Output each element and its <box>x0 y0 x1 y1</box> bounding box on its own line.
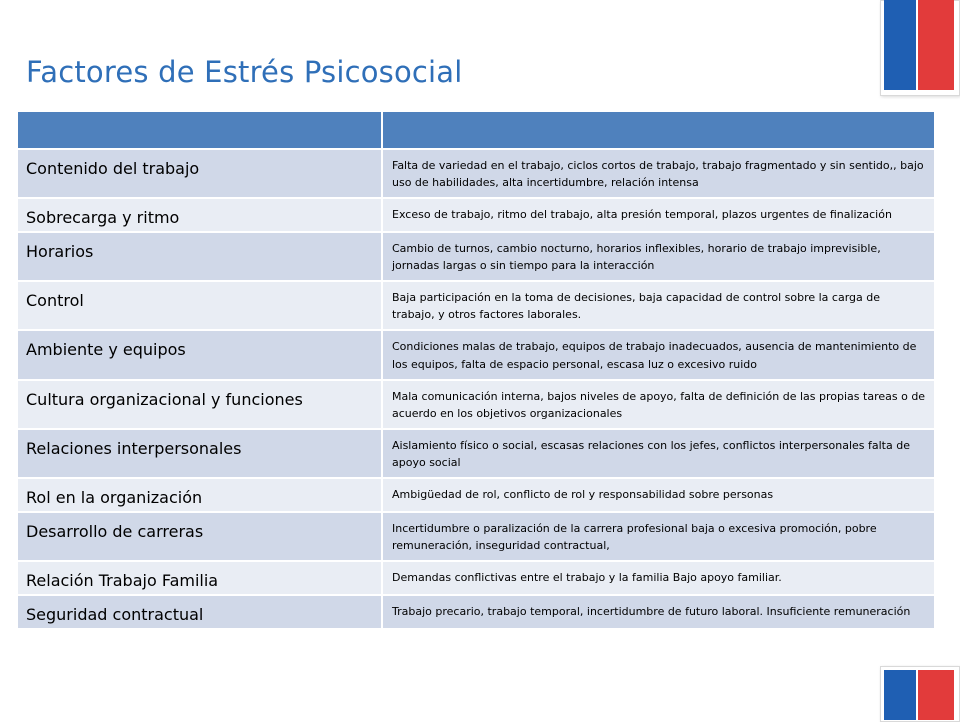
factor-name: Desarrollo de carreras <box>17 512 382 561</box>
factor-description: Trabajo precario, trabajo temporal, incertidumbre de futuro laboral. Insuficiente remuneración <box>382 595 935 629</box>
factor-description: Condiciones malas de trabajo, equipos de trabajo inadecuados, ausencia de mantenimiento de los equipos, falta de espacio personal, escasa luz o excesivo ruido <box>382 330 935 379</box>
table-row <box>17 380 935 429</box>
factor-name: Horarios <box>17 232 382 281</box>
factor-name: Rol en la organización <box>17 478 382 512</box>
factors-table <box>16 110 936 630</box>
table-header-row <box>17 111 935 149</box>
factor-description: Aislamiento físico o social, escasas relaciones con los jefes, conflictos interpersonales falta de apoyo social <box>382 429 935 478</box>
factor-description: Cambio de turnos, cambio nocturno, horarios inflexibles, horario de trabajo imprevisible, jornadas largas o sin tiempo para la interacción <box>382 232 935 281</box>
flag-blue-stripe <box>884 670 916 720</box>
table-row <box>17 281 935 330</box>
table-row <box>17 330 935 379</box>
table-row <box>17 198 935 232</box>
factor-name: Ambiente y equipos <box>17 330 382 379</box>
table-row <box>17 232 935 281</box>
table-row <box>17 149 935 198</box>
page-title: Factores de Estrés Psicosocial <box>26 55 463 89</box>
factor-name: Seguridad contractual <box>17 595 382 629</box>
factor-description: Falta de variedad en el trabajo, ciclos cortos de trabajo, trabajo fragmentado y sin sentido,, bajo uso de habilidades, alta incertidumbre, relación intensa <box>382 149 935 198</box>
factor-name: Cultura organizacional y funciones <box>17 380 382 429</box>
table-row <box>17 512 935 561</box>
factor-description: Incertidumbre o paralización de la carrera profesional baja o excesiva promoción, pobre remuneración, inseguridad contractual, <box>382 512 935 561</box>
table-row <box>17 478 935 512</box>
header-cell-description <box>382 111 935 149</box>
table-row <box>17 561 935 595</box>
flag-red-stripe <box>918 670 954 720</box>
factor-name: Sobrecarga y ritmo <box>17 198 382 232</box>
flag-red-stripe <box>918 0 954 90</box>
factor-description: Baja participación en la toma de decisiones, baja capacidad de control sobre la carga de trabajo, y otros factores laborales. <box>382 281 935 330</box>
factor-description: Ambigüedad de rol, conflicto de rol y responsabilidad sobre personas <box>382 478 935 512</box>
chile-flag-decoration-top <box>884 0 954 90</box>
factor-name: Control <box>17 281 382 330</box>
factor-name: Relación Trabajo Familia <box>17 561 382 595</box>
factor-name: Relaciones interpersonales <box>17 429 382 478</box>
chile-flag-decoration-bottom <box>884 670 954 720</box>
table-row <box>17 429 935 478</box>
header-cell-factor <box>17 111 382 149</box>
factor-description: Exceso de trabajo, ritmo del trabajo, alta presión temporal, plazos urgentes de finalización <box>382 198 935 232</box>
table-row <box>17 595 935 629</box>
factor-name: Contenido del trabajo <box>17 149 382 198</box>
factor-description: Mala comunicación interna, bajos niveles de apoyo, falta de definición de las propias tareas o de acuerdo en los objetivos organizacionales <box>382 380 935 429</box>
factor-description: Demandas conflictivas entre el trabajo y la familia Bajo apoyo familiar. <box>382 561 935 595</box>
flag-blue-stripe <box>884 0 916 90</box>
